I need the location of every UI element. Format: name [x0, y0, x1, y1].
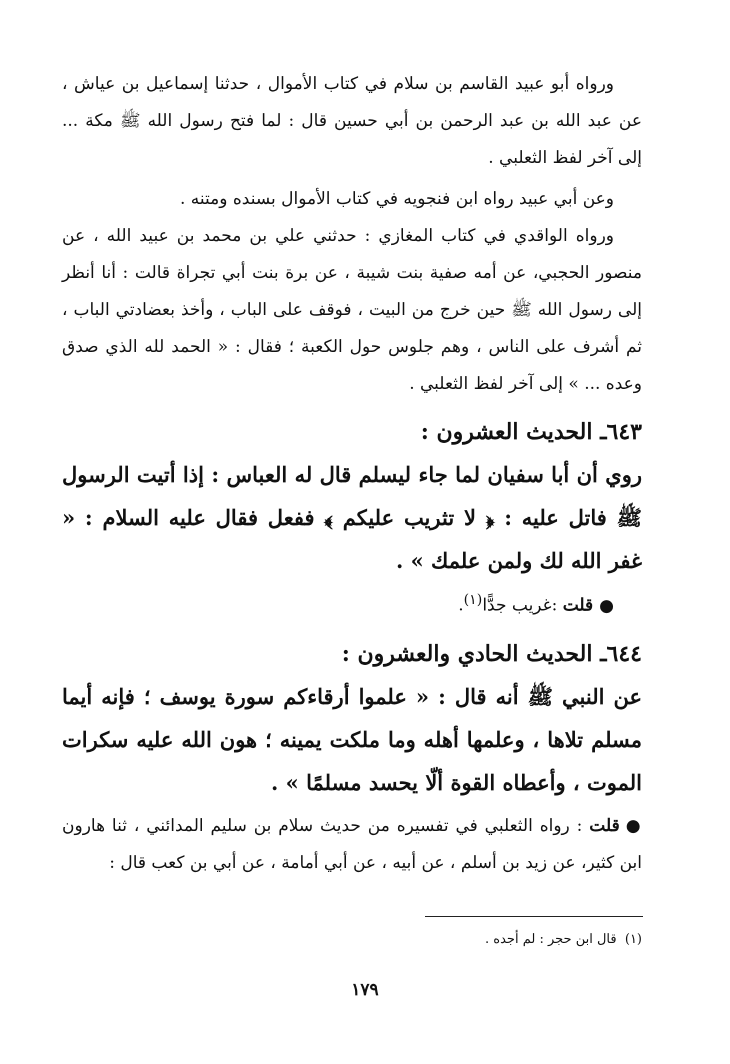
paragraph-waqidi [62, 218, 642, 403]
hadith-20-text: روي أن أبا سفيان لما جاء ليسلم قال له العباس : إذا أتيت الرسول ﷺ فاتل عليه : ﴿ لا تثريب عليكم ﴾ ففعل فقال عليه السلام : « غفر الله لك ولمن علمك » . [62, 462, 642, 573]
footnote-reference[interactable]: (١) [463, 592, 483, 608]
paragraph-text: ورواه الواقدي في كتاب المغازي : حدثني علي بن محمد بن عبيد الله ، عن منصور الحجبي، عن أمه صفية بنت شيبة ، عن برة بنت أبي تجراة قالت : أنا أنظر إلى رسول الله ﷺ حين خرج من البيت ، فوقف على الباب ، وأخذ بعضادتي الباب ، ثم أشرف على الناس ، وهم جلوس حول الكعبة ؛ فقال : « الحمد لله الذي صدق وعده ... » إلى آخر لفظ الثعلبي . [62, 226, 642, 394]
hadith-21-text: عن النبي ﷺ أنه قال : « علموا أرقاءكم سورة يوسف ؛ فإنه أيما مسلم تلاها ، وعلمها أهله وما ملكت يمينه ؛ هون الله عليه سكرات الموت ، وأعطاه القوة ألّا يحسد مسلمًا » . [62, 683, 642, 795]
footnote-text: قال ابن حجر : لم أجده . [485, 932, 617, 947]
note-label: قلت [562, 595, 594, 616]
footnote-marker: (١) [624, 932, 642, 947]
page-body [62, 66, 642, 882]
bullet-icon: ● [599, 595, 614, 616]
paragraph-text: ورواه أبو عبيد القاسم بن سلام في كتاب الأموال ، حدثنا إسماعيل بن عياش ، عن عبد الله بن عبد الرحمن بن أبي حسين قال : لما فتح رسول الله ﷺ مكة ... إلى آخر لفظ الثعلبي . [62, 74, 642, 168]
paragraph-ibn-fanjawayh [62, 181, 642, 218]
note-text: : رواه الثعلبي في تفسيره من حديث سلام بن سليم المدائني ، ثنا هارون ابن كثير، عن زيد بن أسلم ، عن أبيه ، عن أبي أمامة ، عن أبي بن كعب قال : [62, 815, 642, 873]
hadith-20-heading: ٦٤٣ـ الحديث العشرون : [420, 419, 642, 445]
note-label: قلت [589, 815, 620, 836]
footnote [342, 928, 642, 952]
footnote-divider [425, 916, 643, 917]
hadith-21-heading: ٦٤٤ـ الحديث الحادي والعشرون : [341, 640, 642, 667]
paragraph-text: وعن أبي عبيد رواه ابن فنجويه في كتاب الأموال بسنده ومتنه . [179, 189, 614, 209]
paragraph-abu-ubayd [62, 66, 642, 177]
page-number: ١٧٩ [351, 980, 379, 1000]
hadith-21-note [62, 808, 642, 882]
hadith-20-note: ●قلت :غريب جدًّا$^{(١)}$. [458, 592, 614, 616]
note-text: :غريب جدًّا [482, 595, 558, 616]
bullet-icon: ● [625, 815, 643, 836]
